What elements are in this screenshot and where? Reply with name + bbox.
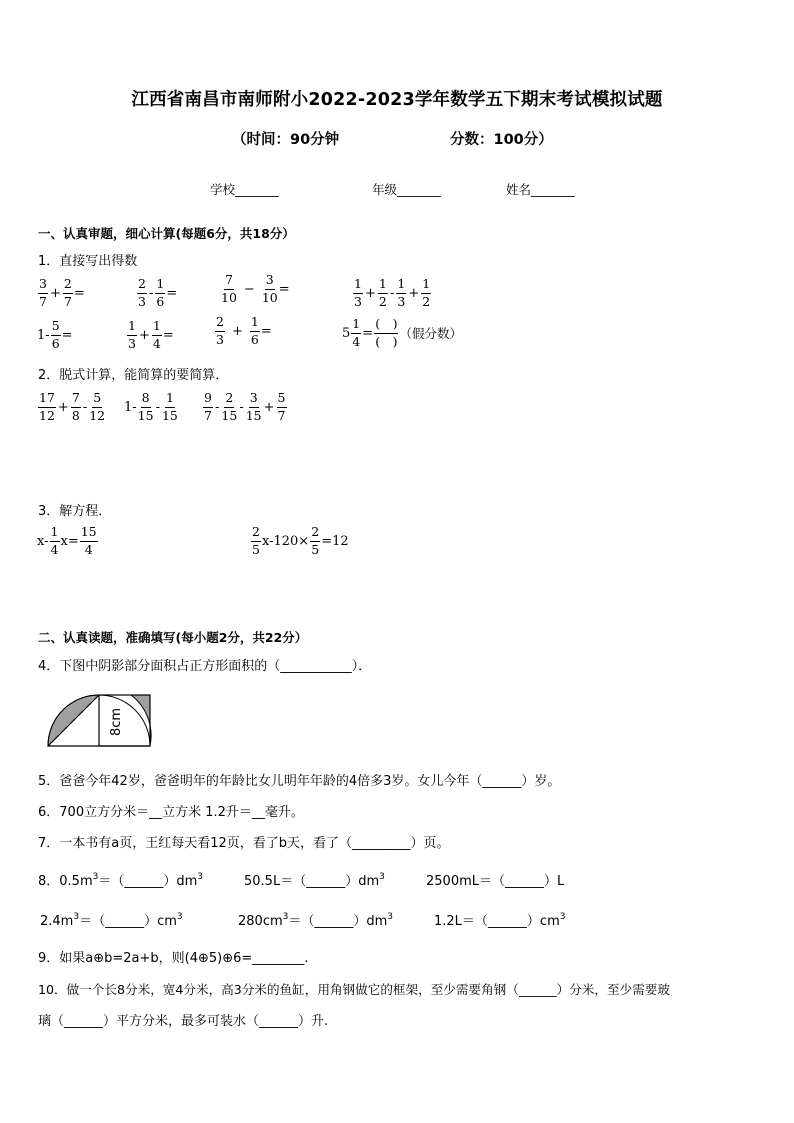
- q1-expr-1: $\frac{3}{7}$ + $\frac{2}{7}$ =: [39, 276, 85, 309]
- question-6: 6．700立方分米＝__立方米 1.2升＝__毫升。: [38, 805, 304, 820]
- grade-field: 年级_______: [372, 182, 441, 197]
- school-field: 学校_______: [210, 182, 279, 197]
- question-10-line-1: 10．做一个长8分米，宽4分米，高3分米的鱼缸，用角钢做它的框架，至少需要角钢（______）分米，至少需要玻: [38, 982, 670, 997]
- question-8-item-3: 2500mL＝（______）L: [426, 874, 565, 889]
- figure-side-label: 8cm: [109, 707, 124, 736]
- exam-score: 分数：100分）: [450, 132, 553, 148]
- question-2-label: 2．脱式计算，能简算的要简算．: [38, 368, 229, 383]
- q1-expr-3: $\frac{7}{10}$ − $\frac{3}{10}$ =: [221, 272, 290, 305]
- name-field: 姓名_______: [506, 182, 575, 197]
- q1-expr-2: $\frac{2}{3}$ - $\frac{1}{6}$ =: [138, 276, 178, 309]
- page-title: 江西省南昌市南师附小2022-2023学年数学五下期末考试模拟试题: [131, 90, 663, 110]
- question-8-item-5: $280cm^3=(\_\_\_\_\_\_)dm^3$: [238, 912, 394, 929]
- question-1-label: 1．直接写出得数: [38, 254, 138, 269]
- question-10-line-2: 璃（______）平方分米，最多可装水（______）升.: [38, 1014, 329, 1029]
- section-1-heading: 一、认真审题，细心计算(每题6分，共18分）: [38, 226, 295, 241]
- q2-expr-3: $\frac{9}{7}$ - $\frac{2}{15}$ - $\frac{3}{15}$ + $\frac{5}{7}$: [204, 390, 286, 423]
- question-7: 7．一本书有a页，王红每天看12页，看了b天，看了（_________）页。: [38, 836, 450, 851]
- question-8-item-6: $1.2L=(\_\_\_\_\_\_)cm^3$: [434, 912, 566, 929]
- q2-expr-1: $\frac{17}{12}$ + $\frac{7}{8}$ - $\frac{5}{12}$: [39, 390, 106, 423]
- q1-expr-4: $\frac{1}{3}$ + $\frac{1}{2}$ - $\frac{1}{3}$ + $\frac{1}{2}$: [354, 276, 431, 309]
- section-2-heading: 二、认真读题，准确填写(每小题2分，共22分）: [38, 630, 308, 645]
- shaded-square-figure: [46, 692, 152, 748]
- q2-expr-2: 1- $\frac{8}{15}$ - $\frac{1}{15}$: [124, 390, 178, 423]
- question-8-item-1: 8．$0.5m^3=(\_\_\_\_\_\_)dm^3$: [38, 872, 203, 889]
- q1-expr-8: 5 $\frac{1}{4}$ = $\frac{( )}{( )}$ （假分数）: [342, 316, 462, 349]
- question-8-item-4: $2.4m^3=(\_\_\_\_\_\_)cm^3$: [40, 912, 183, 929]
- q1-expr-6: $\frac{1}{3}$ + $\frac{1}{4}$ =: [128, 318, 174, 351]
- q1-expr-7: $\frac{2}{3}$ + $\frac{1}{6}$ =: [216, 314, 272, 347]
- exam-time: （时间：90分钟: [232, 132, 340, 148]
- question-8-item-2: $50.5L=(\_\_\_\_\_\_)dm^3$: [244, 872, 385, 889]
- question-3-label: 3．解方程．: [38, 504, 112, 519]
- question-5: 5．爸爸今年42岁，爸爸明年的年龄比女儿明年年龄的4倍多3岁。女儿今年（______）岁。: [38, 774, 561, 789]
- question-9: 9．如果a⊕b=2a+b，则(4⊕5)⊕6=________.: [38, 951, 309, 966]
- q1-expr-5: 1- $\frac{5}{6}$ =: [37, 318, 73, 351]
- q3-equation-2: $\frac{2}{5}$ x-120× $\frac{2}{5}$ =12: [252, 524, 349, 557]
- q3-equation-1: x- $\frac{1}{4}$ x= $\frac{15}{4}$: [37, 524, 97, 557]
- question-4: 4．下图中阴影部分面积占正方形面积的（___________）．: [38, 659, 372, 674]
